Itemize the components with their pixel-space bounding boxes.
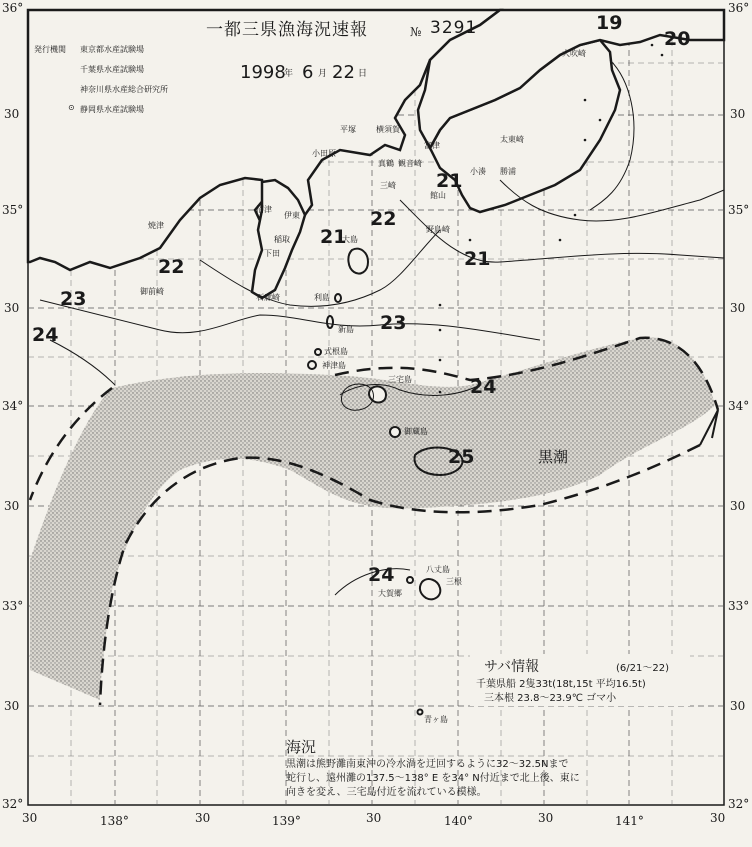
saba-info-line: 千葉県船 2隻33t(18t,15t 平均16.5t)	[476, 679, 646, 690]
mikurajima-island	[390, 427, 400, 437]
place-label: 富津	[424, 141, 440, 150]
place-label: 野島崎	[426, 225, 450, 234]
place-label: 平塚	[340, 125, 356, 134]
lat-label: 30	[4, 301, 20, 315]
lat-label: 35°	[728, 203, 750, 217]
lat-label: 30	[4, 107, 20, 121]
issue-number: 3291	[430, 18, 478, 38]
place-label: 真鶴	[378, 159, 394, 168]
lat-label: 34°	[728, 399, 750, 413]
isotherm-label: 22	[370, 208, 397, 230]
issue-mark: №	[410, 25, 422, 39]
place-label: 太東崎	[500, 135, 524, 144]
place-label: 御蔵島	[404, 427, 428, 436]
place-label: 大島	[342, 235, 358, 244]
lon-label: 30	[710, 811, 726, 825]
isotherm-label: 24	[470, 376, 497, 398]
isotherm-label: 21	[464, 248, 491, 270]
isotherm-24-a	[50, 340, 115, 385]
lon-label: 30	[22, 811, 38, 825]
place-label: 大賀郷	[378, 589, 402, 598]
lat-label: 30	[730, 499, 746, 513]
lat-label: 33°	[728, 599, 750, 613]
issuer-kanagawa: 神奈川県水産総合研究所	[80, 85, 168, 94]
isotherm-label: 23	[380, 312, 407, 334]
place-label: 式根島	[324, 347, 348, 356]
hachijojima-island	[420, 579, 440, 599]
issuer-tokyo: 東京都水産試験場	[80, 45, 144, 54]
isotherm-label: 19	[596, 12, 623, 34]
issuer-marker-icon: ⊙	[68, 103, 75, 112]
kozushima-island	[308, 361, 316, 369]
issuer-label: 発行機関	[34, 45, 66, 54]
place-label: 伊東	[284, 211, 300, 220]
place-label: 石廊崎	[256, 293, 280, 302]
isotherm-label: 21	[436, 170, 463, 192]
lat-label: 30	[4, 699, 20, 713]
place-label: 神津島	[322, 361, 346, 370]
lon-label: 141°	[615, 814, 644, 828]
lat-label: 32°	[728, 797, 750, 811]
isotherm-label: 20	[664, 28, 691, 50]
place-label: 小田原	[312, 149, 336, 158]
hachijo-kojima	[407, 577, 413, 583]
kuroshio-label: 黒潮	[538, 448, 569, 466]
date-year-unit: 年	[284, 69, 294, 79]
isotherm-label: 24	[32, 324, 59, 346]
place-label: 観音崎	[398, 159, 422, 168]
isotherm-label: 25	[448, 446, 475, 468]
lat-label: 30	[730, 107, 746, 121]
isotherm-label: 23	[60, 288, 87, 310]
isotherm-label: 22	[158, 256, 185, 278]
lat-label: 36°	[2, 1, 24, 15]
place-label: 館山	[430, 191, 446, 200]
place-label: 三宅島	[388, 375, 412, 384]
lon-label: 138°	[100, 814, 129, 828]
lat-label: 32°	[2, 797, 24, 811]
lat-label: 33°	[2, 599, 24, 613]
date-month-unit: 月	[318, 69, 328, 79]
shikinejima-island	[315, 349, 321, 355]
sea-conditions-line: 黒潮は熊野灘南東沖の冷水渦を迂回するように32～32.5Nまで	[286, 759, 569, 770]
place-label: 稲取	[274, 235, 290, 244]
lat-label: 34°	[2, 399, 24, 413]
sea-conditions-line: 蛇行し、遠州灘の137.5～138° E を34° N付近まで北上後、東に	[286, 773, 580, 784]
lon-label: 30	[538, 811, 554, 825]
lon-label: 140°	[444, 814, 473, 828]
report-title: 一都三県漁海況速報	[206, 20, 368, 40]
sea-conditions-title: 海況	[286, 738, 317, 756]
toshima-island	[335, 294, 341, 302]
date-day-unit: 日	[358, 69, 368, 79]
date-day: 22	[332, 62, 355, 83]
lon-label: 30	[366, 811, 382, 825]
place-label: 三崎	[380, 181, 396, 190]
saba-info-period: (6/21～22)	[616, 663, 669, 674]
place-label: 八丈島	[426, 565, 450, 574]
oshima-island	[348, 249, 368, 274]
lon-label: 139°	[272, 814, 301, 828]
issuer-shizuoka: 静岡県水産試験場	[80, 105, 144, 114]
lat-label: 30	[4, 499, 20, 513]
place-label: 勝浦	[500, 167, 516, 176]
lat-label: 35°	[2, 203, 24, 217]
lat-label: 30	[730, 699, 746, 713]
issuer-chiba: 千葉県水産試験場	[80, 65, 144, 74]
isotherm-label: 24	[368, 564, 395, 586]
lon-label: 30	[195, 811, 211, 825]
date-year: 1998	[240, 62, 286, 83]
place-label: 焼津	[148, 221, 164, 230]
place-label: 新島	[338, 325, 354, 334]
place-label: 下田	[264, 249, 280, 258]
lat-label: 36°	[728, 1, 750, 15]
place-label: 三根	[446, 577, 462, 586]
place-label: 沼津	[256, 205, 272, 214]
aogashima-island	[418, 710, 423, 715]
isotherm-label: 21	[320, 226, 347, 248]
date-month: 6	[302, 62, 314, 83]
lat-label: 30	[730, 301, 746, 315]
niijima-island	[327, 316, 333, 328]
place-label: 利島	[314, 293, 330, 302]
place-label: 横須賀	[376, 125, 400, 134]
saba-info-title: サバ情報	[484, 659, 540, 675]
place-label: 御前崎	[140, 287, 164, 296]
sea-conditions-line: 向きを変え、三宅島付近を流れている模様。	[286, 787, 487, 798]
place-label: 大吹崎	[562, 49, 586, 58]
place-label: 青ヶ島	[424, 715, 448, 724]
place-label: 小湊	[470, 167, 486, 176]
saba-info-line: 三本根 23.8～23.9℃ ゴマ小	[484, 693, 617, 704]
